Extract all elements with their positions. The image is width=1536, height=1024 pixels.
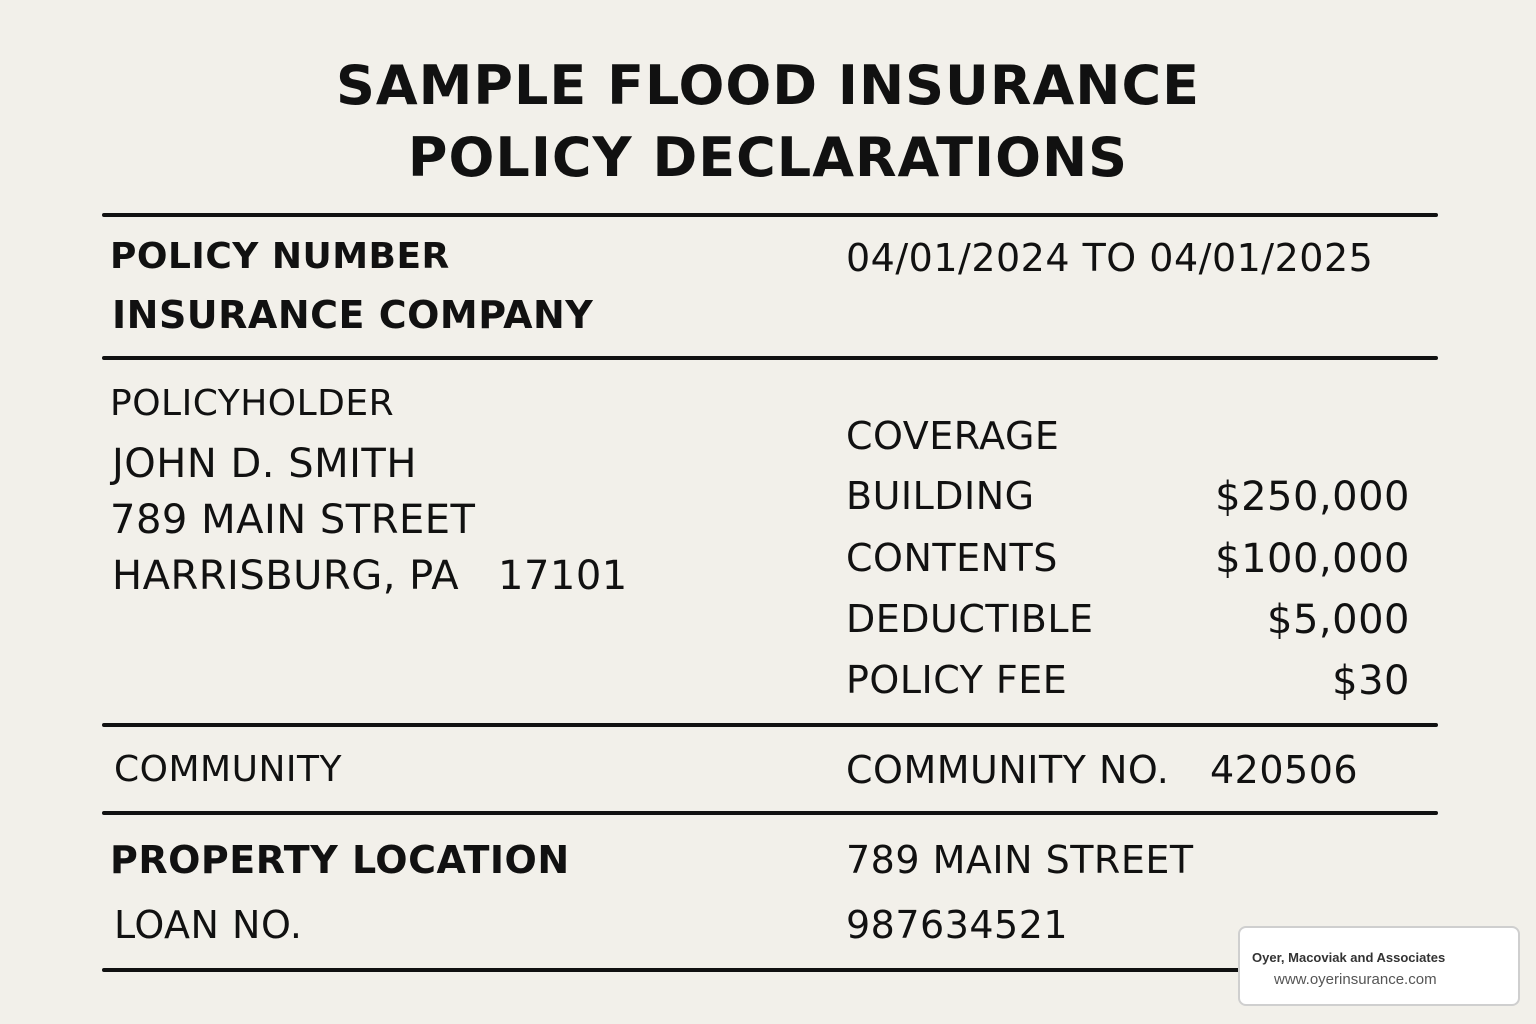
coverage-label: COVERAGE xyxy=(846,414,1060,458)
property-location-value: 789 MAIN STREET xyxy=(846,838,1194,882)
divider-3 xyxy=(102,723,1438,727)
coverage-row-amount: $5,000 xyxy=(1267,597,1410,643)
coverage-row-label: POLICY FEE xyxy=(846,658,1068,702)
policyholder-address: 789 MAIN STREET xyxy=(110,497,476,543)
divider-2 xyxy=(102,356,1438,360)
policyholder-zip: 17101 xyxy=(498,553,628,599)
coverage-row-amount: $250,000 xyxy=(1215,474,1410,520)
loan-no-value: 987634521 xyxy=(846,903,1069,947)
community-label: COMMUNITY xyxy=(114,749,342,790)
policyholder-city-state: HARRISBURG, PA xyxy=(112,553,460,599)
agency-badge xyxy=(1238,926,1520,1006)
policy-number-label: POLICY NUMBER xyxy=(110,236,450,277)
document-title-line-1: SAMPLE FLOOD INSURANCE xyxy=(335,54,1200,117)
agency-name: Oyer, Macoviak and Associates xyxy=(1252,950,1446,965)
policyholder-name: JOHN D. SMITH xyxy=(112,441,417,487)
divider-4 xyxy=(102,811,1438,815)
policy-period: 04/01/2024 TO 04/01/2025 xyxy=(846,236,1374,280)
coverage-row-label: CONTENTS xyxy=(846,536,1058,580)
document-title-line-2: POLICY DECLARATIONS xyxy=(407,126,1129,189)
community-no-label: COMMUNITY NO. xyxy=(846,748,1170,792)
loan-no-label: LOAN NO. xyxy=(114,903,303,947)
coverage-row-amount: $100,000 xyxy=(1215,536,1410,582)
divider-top xyxy=(102,213,1438,217)
coverage-row-amount: $30 xyxy=(1332,658,1410,704)
coverage-row-label: DEDUCTIBLE xyxy=(846,597,1094,641)
insurance-company-label: INSURANCE COMPANY xyxy=(112,293,594,337)
community-no-value: 420506 xyxy=(1210,748,1359,792)
coverage-row-label: BUILDING xyxy=(846,474,1035,518)
agency-url: www.oyerinsurance.com xyxy=(1274,971,1437,988)
property-location-label: PROPERTY LOCATION xyxy=(110,838,570,882)
policyholder-label: POLICYHOLDER xyxy=(110,383,395,424)
